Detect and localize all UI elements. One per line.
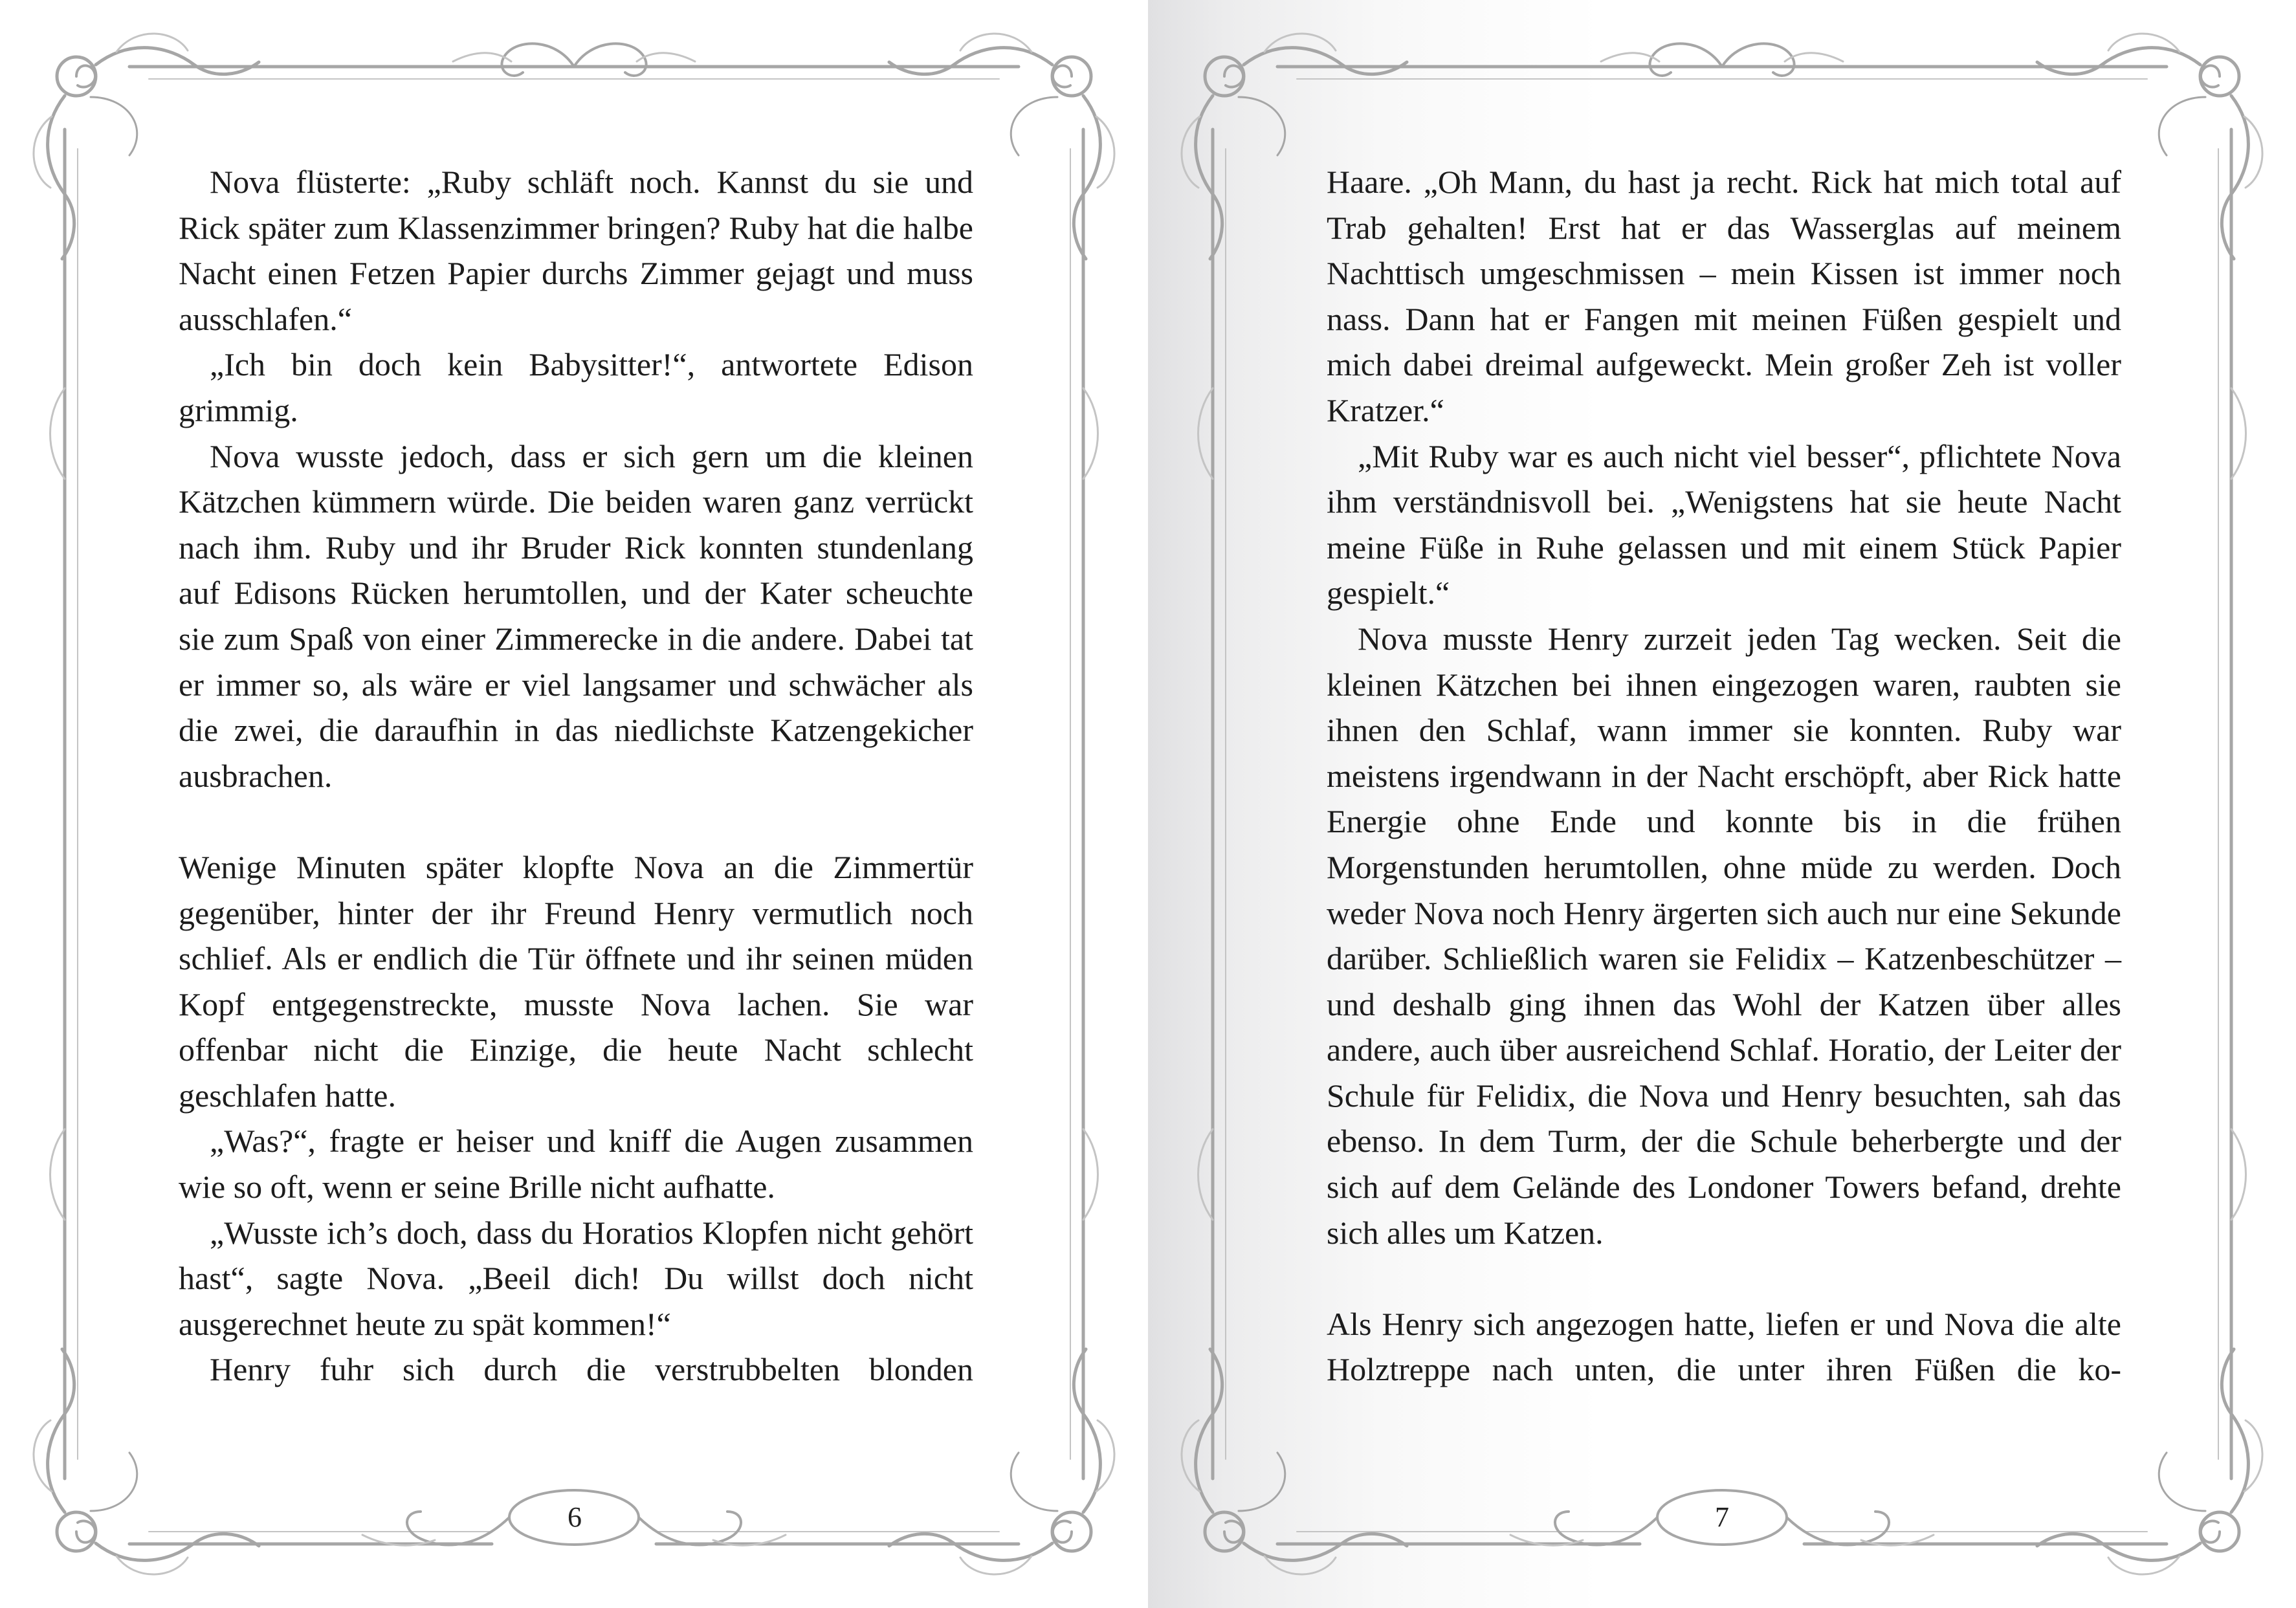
paragraph: „Ich bin doch kein Babysitter!“, antwortete Edison grimmig. [179, 346, 973, 428]
paragraph: „Was?“, fragte er heiser und kniff die Augen zusammen wie so oft, wenn er seine Brille nicht aufhatte. [179, 1123, 973, 1206]
top-center-ornament [1601, 43, 1843, 76]
right-page-text [1327, 159, 2121, 1393]
right-page [1148, 0, 2296, 1608]
paragraph: „Mit Ruby war es auch nicht viel besser“, pflichtete Nova ihm verständnisvoll bei. „Wenigstens hat sie heute Nacht meine Füße in Ruhe gelassen und mit einem Stück Papier gespielt.“ [1327, 437, 2121, 611]
paragraph: Als Henry sich angezogen hatte, liefen er und Nova die alte Holztreppe nach unten, die unter ihren Füßen die ko- [1327, 1305, 2121, 1388]
page-number: 6 [568, 1501, 582, 1533]
paragraph: „Wusste ich’s doch, dass du Horatios Klopfen nicht gehört hast“, sagte Nova. „Beeil dich! Du willst doch nicht ausgerechnet heute zu spät kommen!“ [179, 1214, 973, 1342]
paragraph: Nova musste Henry zurzeit jeden Tag wecken. Seit die kleinen Kätzchen bei ihnen eingezogen waren, raubten sie ihnen den Schlaf, wann immer sie konnten. Ruby war meistens irgendwann in der Nacht erschöpft, aber Rick hatte Energie ohne Ende und konnte bis in die frühen Morgenstunden herumtollen, ohne müde zu werden. Doch weder Nova noch Henry ärgerten sich auch nur eine Sekunde darüber. Schließlich waren sie Felidix – Katzenbeschützer – und deshalb ging ihnen das Wohl der Katzen über alles andere, auch über ausreichend Schlaf. Horatio, der Leiter der Schule für Felidix, die Nova und Henry besuchten, sah das ebenso. In dem Turm, der die Schule beherbergte und der sich auf dem Gelände des Londoner Towers befand, drehte sich alles um Katzen. [1327, 620, 2121, 1251]
top-center-ornament [453, 43, 695, 76]
paragraph: Wenige Minuten später klopfte Nova an die Zimmertür gegenüber, hinter der ihr Freund Henry vermutlich noch schlief. Als er endlich die Tür öffnete und ihr seinen müden Kopf entgegenstreckte, musste Nova lachen. Sie war offenbar nicht die Einzige, die heute Nacht schlecht geschlafen hatte. [179, 848, 973, 1114]
left-page-text [179, 159, 973, 1393]
paragraph: Haare. „Oh Mann, du hast ja recht. Rick hat mich total auf Trab gehalten! Erst hat er das Wasserglas auf meinem Nachttisch umgeschmissen – mein Kissen ist immer noch nass. Dann hat er Fangen mit meinen Füßen gespielt und mich dabei dreimal aufgeweckt. Mein großer Zeh ist voller Kratzer.“ [1327, 164, 2121, 428]
paragraph: Henry fuhr sich durch die verstrubbelten blonden [210, 1351, 973, 1388]
paragraph: Nova flüsterte: „Ruby schläft noch. Kannst du sie und Rick später zum Klassenzimmer bringen? Ruby hat die halbe Nacht einen Fetzen Papier durchs Zimmer gejagt und muss ausschlafen.“ [179, 164, 973, 337]
page-number: 7 [1715, 1501, 1729, 1533]
paragraph: Nova wusste jedoch, dass er sich gern um die kleinen Kätzchen kümmern würde. Die beiden waren ganz verrückt nach ihm. Ruby und ihr Bruder Rick konnten stundenlang auf Edisons Rücken herumtollen, und der Kater scheuchte sie zum Spaß von einer Zimmerecke in die andere. Dabei tat er immer so, als wäre er viel langsamer und schwächer als die zwei, die daraufhin in das niedlichste Katzengekicher ausbrachen. [179, 437, 973, 794]
